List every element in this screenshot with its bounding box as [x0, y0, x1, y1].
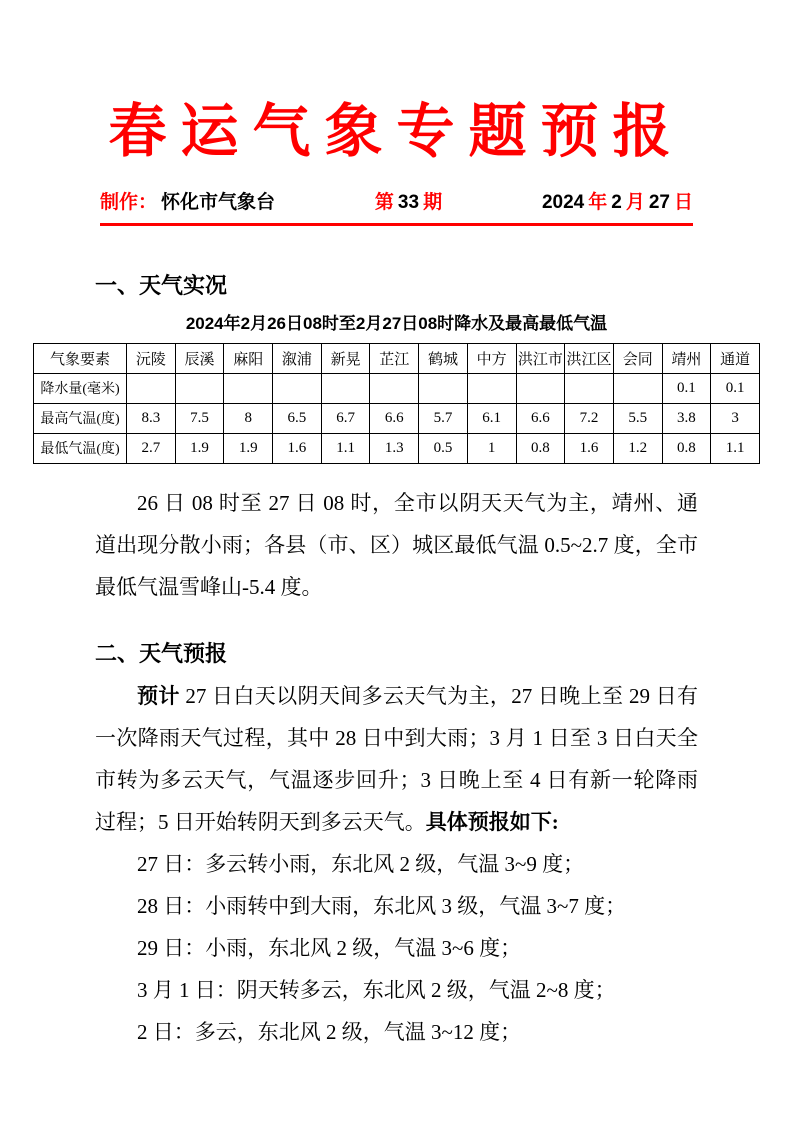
- issue-number: [375, 192, 442, 215]
- row-label-cell: 降水量(毫米): [34, 373, 127, 403]
- table-header-cell: 靖州: [662, 343, 711, 373]
- table-row: [34, 403, 760, 433]
- table-cell: 3.8: [662, 403, 711, 433]
- forecast-tail-text: 具体预报如下:: [425, 810, 559, 835]
- weather-table-body: [34, 373, 760, 463]
- table-header-cell: 新晃: [321, 343, 370, 373]
- table-cell: 5.7: [419, 403, 468, 433]
- table-cell: 6.7: [321, 403, 370, 433]
- table-cell: [467, 373, 516, 403]
- table-cell: 6.6: [516, 403, 565, 433]
- table-cell: [175, 373, 224, 403]
- table-cell: 0.1: [711, 373, 760, 403]
- table-header-cell: 洪江市: [516, 343, 565, 373]
- table-cell: [419, 373, 468, 403]
- daily-forecast-line-29: 29 日：小雨，东北风 2 级，气温 3~6 度；: [137, 936, 522, 961]
- date-day: 27: [648, 192, 670, 214]
- issue-suffix: 期: [423, 192, 443, 214]
- forecast-lead-text: 预计: [137, 684, 180, 709]
- weather-summary-paragraph: 26 日 08 时至 27 日 08 时，全市以阴天天气为主，靖州、通道出现分散小雨；各县（市、区）城区最低气温 0.5~2.7 度，全市最低气温雪峰山-5.4 度。: [95, 490, 698, 599]
- table-cell: 1.6: [273, 433, 322, 463]
- table-cell: 0.1: [662, 373, 711, 403]
- weather-table-title: 2024年2月26日08时至2月27日08时降水及最高最低气温: [185, 313, 608, 333]
- table-header-cell: 芷江: [370, 343, 419, 373]
- table-cell: 6.6: [370, 403, 419, 433]
- forecast-paragraph: [95, 675, 698, 843]
- issue-value: 33: [397, 192, 420, 214]
- date-day-unit: 日: [673, 192, 693, 214]
- weather-table-head-row: [34, 343, 760, 373]
- table-cell: 6.5: [273, 403, 322, 433]
- table-cell: 1.9: [175, 433, 224, 463]
- table-header-cell: 通道: [711, 343, 760, 373]
- section-weather-forecast-heading: 二、天气预报: [95, 640, 228, 666]
- producer: [100, 192, 275, 215]
- table-cell: 0.5: [419, 433, 468, 463]
- row-label-cell: 最低气温(度): [34, 433, 127, 463]
- table-header-cell: 沅陵: [127, 343, 176, 373]
- daily-forecast-line-27: 27 日：多云转小雨，东北风 2 级，气温 3~9 度；: [137, 852, 585, 877]
- masthead: [100, 192, 693, 215]
- issue-date: [542, 192, 693, 215]
- section-weather-actual-heading: 一、天气实况: [95, 273, 228, 299]
- table-cell: [370, 373, 419, 403]
- table-cell: 0.8: [516, 433, 565, 463]
- table-header-cell: 洪江区: [565, 343, 614, 373]
- table-cell: 1.1: [321, 433, 370, 463]
- weather-table: [33, 343, 760, 464]
- row-label-cell: 最高气温(度): [34, 403, 127, 433]
- divider-rule: [100, 223, 693, 226]
- table-cell: 8: [224, 403, 273, 433]
- table-cell: 1.3: [370, 433, 419, 463]
- date-year-unit: 年: [588, 192, 608, 214]
- table-cell: 2.7: [127, 433, 176, 463]
- table-cell: 6.1: [467, 403, 516, 433]
- table-header-cell: 麻阳: [224, 343, 273, 373]
- producer-value: 怀化市气象台: [161, 192, 276, 214]
- date-month-unit: 月: [625, 192, 645, 214]
- date-month: 2: [611, 192, 622, 214]
- table-cell: [321, 373, 370, 403]
- daily-forecast-line-mar1: 3 月 1 日：阴天转多云，东北风 2 级，气温 2~8 度；: [137, 978, 616, 1003]
- table-cell: 1.1: [711, 433, 760, 463]
- table-cell: [565, 373, 614, 403]
- daily-forecast-line-28: 28 日：小雨转中到大雨，东北风 3 级，气温 3~7 度；: [137, 894, 627, 919]
- table-cell: 7.5: [175, 403, 224, 433]
- page-title: 春运气象专题预报: [108, 97, 685, 165]
- table-cell: [613, 373, 662, 403]
- table-cell: [127, 373, 176, 403]
- table-cell: [273, 373, 322, 403]
- table-row: [34, 433, 760, 463]
- table-cell: 3: [711, 403, 760, 433]
- date-year: 2024: [541, 192, 585, 214]
- table-header-cell: 中方: [467, 343, 516, 373]
- table-header-cell: 辰溪: [175, 343, 224, 373]
- table-header-cell: 鹤城: [419, 343, 468, 373]
- table-cell: [516, 373, 565, 403]
- table-cell: 1.9: [224, 433, 273, 463]
- table-cell: 0.8: [662, 433, 711, 463]
- table-header-cell: 溆浦: [273, 343, 322, 373]
- table-cell: [224, 373, 273, 403]
- producer-label: 制作：: [100, 192, 158, 214]
- issue-prefix: 第: [374, 192, 394, 214]
- table-row: [34, 373, 760, 403]
- table-header-cell: 会同: [613, 343, 662, 373]
- table-header-cell: 气象要素: [34, 343, 127, 373]
- table-cell: 1.2: [613, 433, 662, 463]
- table-cell: 1: [467, 433, 516, 463]
- table-cell: 8.3: [127, 403, 176, 433]
- forecast-body-text: 27 日白天以阴天间多云天气为主，27 日晚上至 29 日有一次降雨天气过程，其中 28 日中到大雨；3 月 1 日至 3 日白天全市转为多云天气，气温逐步回升；3 日晚上至 4 日有新一轮降雨过程；5 日开始转阴天到多云天气。: [95, 684, 698, 835]
- table-cell: 1.6: [565, 433, 614, 463]
- table-cell: 7.2: [565, 403, 614, 433]
- table-cell: 5.5: [613, 403, 662, 433]
- daily-forecast-line-mar2: 2 日：多云，东北风 2 级，气温 3~12 度；: [137, 1020, 522, 1045]
